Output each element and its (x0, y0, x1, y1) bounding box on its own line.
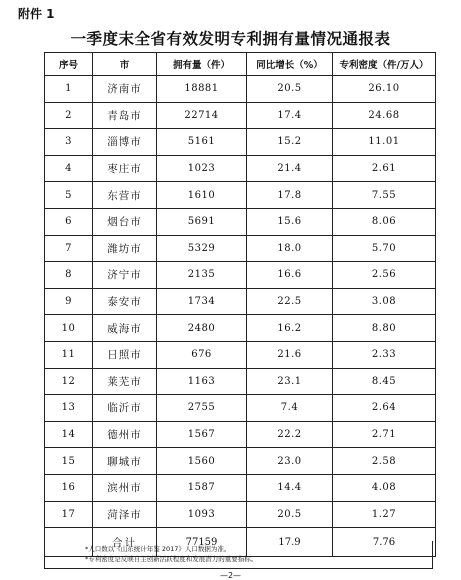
header-density: 专利密度（件/万人） (333, 53, 436, 76)
table-row (45, 182, 436, 209)
total-count: 77159 (157, 528, 247, 557)
table-row (45, 155, 436, 182)
row-no: 14 (45, 421, 93, 448)
row-city: 滨州市 (93, 474, 157, 501)
row-city: 菏泽市 (93, 501, 157, 528)
row-no: 15 (45, 448, 93, 475)
table-header-row (45, 53, 436, 76)
row-count: 5329 (157, 235, 247, 262)
row-density: 2.33 (333, 341, 436, 368)
row-density: 8.45 (333, 368, 436, 395)
row-growth: 21.6 (247, 341, 333, 368)
row-city: 淄博市 (93, 129, 157, 156)
row-city: 威海市 (93, 315, 157, 342)
row-count: 1567 (157, 421, 247, 448)
document-title: 一季度末全省有效发明专利拥有量情况通报表 (70, 30, 391, 48)
row-density: 24.68 (333, 102, 436, 129)
row-count: 2480 (157, 315, 247, 342)
table-row (45, 208, 436, 235)
row-city: 日照市 (93, 341, 157, 368)
row-count: 1734 (157, 288, 247, 315)
row-no: 2 (45, 102, 93, 129)
row-no: 16 (45, 474, 93, 501)
row-growth: 17.8 (247, 182, 333, 209)
row-no: 8 (45, 262, 93, 289)
row-growth: 17.4 (247, 102, 333, 129)
row-count: 1163 (157, 368, 247, 395)
patent-table (44, 52, 436, 557)
row-count: 1560 (157, 448, 247, 475)
row-city: 东营市 (93, 182, 157, 209)
row-growth: 22.5 (247, 288, 333, 315)
row-count: 5691 (157, 208, 247, 235)
row-count: 1587 (157, 474, 247, 501)
row-density: 8.06 (333, 208, 436, 235)
row-no: 4 (45, 155, 93, 182)
row-count: 1610 (157, 182, 247, 209)
row-growth: 21.4 (247, 155, 333, 182)
row-density: 7.55 (333, 182, 436, 209)
table-row (45, 235, 436, 262)
table-row (45, 262, 436, 289)
row-density: 2.56 (333, 262, 436, 289)
row-growth: 23.1 (247, 368, 333, 395)
row-growth: 16.2 (247, 315, 333, 342)
row-growth: 18.0 (247, 235, 333, 262)
table-row (45, 368, 436, 395)
row-city: 莱芜市 (93, 368, 157, 395)
row-growth: 16.6 (247, 262, 333, 289)
total-label: 合计 (93, 528, 157, 557)
row-density: 26.10 (333, 76, 436, 103)
row-count: 5161 (157, 129, 247, 156)
row-count: 676 (157, 341, 247, 368)
row-growth: 23.0 (247, 448, 333, 475)
header-growth: 同比增长（%） (247, 53, 333, 76)
row-city: 临沂市 (93, 395, 157, 422)
table-notes (44, 541, 433, 569)
attachment-label: 附件 1 (18, 7, 55, 21)
row-density: 3.08 (333, 288, 436, 315)
header-no: 序号 (45, 53, 93, 76)
row-count: 2135 (157, 262, 247, 289)
row-count: 2755 (157, 395, 247, 422)
row-density: 11.01 (333, 129, 436, 156)
total-density: 7.76 (333, 528, 436, 557)
row-growth: 20.5 (247, 76, 333, 103)
table-row (45, 474, 436, 501)
row-growth: 14.4 (247, 474, 333, 501)
row-density: 4.08 (333, 474, 436, 501)
row-no: 1 (45, 76, 93, 103)
row-city: 济南市 (93, 76, 157, 103)
row-density: 2.64 (333, 395, 436, 422)
row-count: 1093 (157, 501, 247, 528)
header-count: 拥有量（件） (157, 53, 247, 76)
table-row (45, 341, 436, 368)
row-count: 22714 (157, 102, 247, 129)
header-city: 市 (93, 53, 157, 76)
row-growth: 22.2 (247, 421, 333, 448)
page-number: —2— (219, 571, 242, 580)
row-growth: 15.6 (247, 208, 333, 235)
table-row (45, 288, 436, 315)
row-density: 2.58 (333, 448, 436, 475)
row-no: 9 (45, 288, 93, 315)
row-city: 泰安市 (93, 288, 157, 315)
row-no: 11 (45, 341, 93, 368)
row-no: 13 (45, 395, 93, 422)
row-no: 10 (45, 315, 93, 342)
row-density: 1.27 (333, 501, 436, 528)
total-growth: 17.9 (247, 528, 333, 557)
note-population: *人口数以《山东统计年鉴 2017》人口数据为准。 (85, 545, 231, 553)
row-no: 17 (45, 501, 93, 528)
table-row (45, 76, 436, 103)
table-row (45, 102, 436, 129)
row-density: 5.70 (333, 235, 436, 262)
row-density: 2.61 (333, 155, 436, 182)
row-city: 青岛市 (93, 102, 157, 129)
row-count: 1023 (157, 155, 247, 182)
row-count: 18881 (157, 76, 247, 103)
table-row (45, 395, 436, 422)
row-no: 7 (45, 235, 93, 262)
table-row (45, 315, 436, 342)
row-city: 聊城市 (93, 448, 157, 475)
table-row (45, 129, 436, 156)
table-row (45, 448, 436, 475)
row-growth: 15.2 (247, 129, 333, 156)
table-row (45, 501, 436, 528)
row-growth: 7.4 (247, 395, 333, 422)
row-no: 12 (45, 368, 93, 395)
row-city: 济宁市 (93, 262, 157, 289)
row-density: 8.80 (333, 315, 436, 342)
row-no: 5 (45, 182, 93, 209)
row-no: 6 (45, 208, 93, 235)
table-row (45, 421, 436, 448)
row-growth: 20.5 (247, 501, 333, 528)
note-density: *专利密度是反映自主创新活跃程度和发展潜力的重要指标。 (85, 555, 258, 563)
row-city: 潍坊市 (93, 235, 157, 262)
row-no: 3 (45, 129, 93, 156)
row-density: 2.71 (333, 421, 436, 448)
row-city: 枣庄市 (93, 155, 157, 182)
row-city: 烟台市 (93, 208, 157, 235)
row-city: 德州市 (93, 421, 157, 448)
